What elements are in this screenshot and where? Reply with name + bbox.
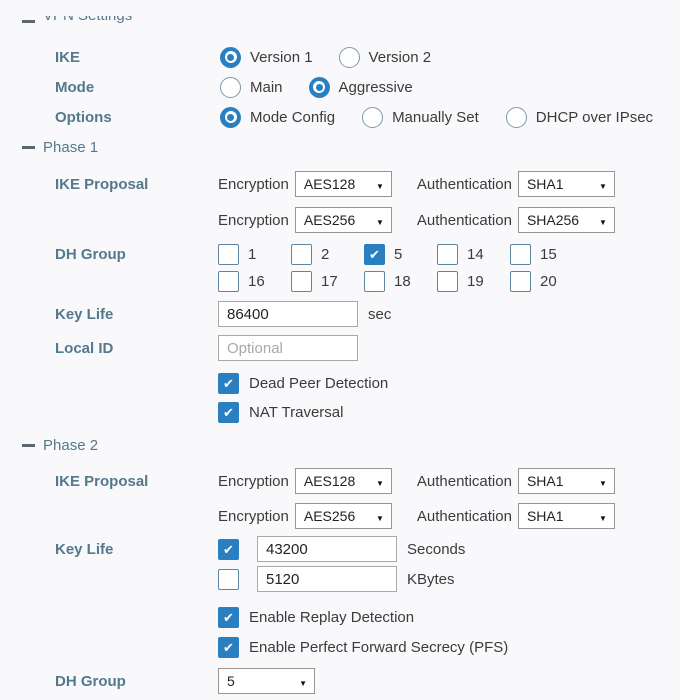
checkbox-unchecked-icon[interactable] [510,271,531,292]
p2-key-life-seconds-unit: Seconds [407,540,466,558]
p2-key-life-kbytes-unit: KBytes [407,570,455,588]
pfs-controls [218,637,508,658]
dh-option-5[interactable]: ✔ 5 [364,244,437,265]
options-mode-config-option[interactable]: Mode Config [220,107,335,128]
dh-option-17[interactable]: 17 [291,271,364,292]
section-title: Phase 2 [43,436,99,454]
dh-option-20[interactable]: 20 [510,271,583,292]
enable-replay-detection-option[interactable]: ✔ Enable Replay Detection [218,607,414,628]
checkbox-unchecked-icon[interactable] [218,271,239,292]
p2-ike-proposal-label: IKE Proposal [55,472,149,490]
encryption-label: Encryption [218,472,289,490]
p2-key-life-seconds-controls [218,536,465,562]
p1-dh-checkboxes-2 [218,271,583,292]
p2-encryption-select-2[interactable]: AES256 ▼ [295,503,392,529]
ike-options [220,47,431,68]
p1-dh-group-row1 [0,241,680,267]
authentication-label: Authentication [416,211,512,229]
options-options [220,107,653,128]
ike-row [0,42,680,72]
p1-ike-proposal-row2 [0,205,680,235]
p2-dh-group-row [0,668,680,694]
authentication-label: Authentication [416,507,512,525]
nat-traversal-row [0,399,680,425]
checkbox-unchecked-icon[interactable] [291,244,312,265]
checkbox-unchecked-icon[interactable] [510,244,531,265]
nat-traversal-option[interactable]: ✔ NAT Traversal [218,402,343,423]
p2-ike-proposal-row1 [0,466,680,496]
options-dhcp-option[interactable]: DHCP over IPsec [506,107,653,128]
top-clip [0,0,680,16]
dropdown-caret-icon [376,508,384,524]
dh-option-2[interactable]: 2 [291,244,364,265]
dropdown-caret-icon [599,212,607,228]
collapse-icon [22,146,35,149]
p1-key-life-label: Key Life [55,305,114,323]
dead-peer-detection-row [0,370,680,396]
p1-key-life-unit: sec [368,305,392,323]
pfs-row [0,634,680,660]
p1-encryption-select-1[interactable]: AES128 ▼ [295,171,392,197]
replay-controls [218,607,414,628]
dead-peer-detection-option[interactable]: ✔ Dead Peer Detection [218,373,388,394]
p1-proposal2-controls [218,207,615,233]
options-row [0,102,680,132]
encryption-label: Encryption [218,507,289,525]
p2-authentication-select-1[interactable]: SHA1 ▼ [518,468,615,494]
checkbox-unchecked-icon[interactable] [218,244,239,265]
encryption-label: Encryption [218,175,289,193]
checkbox-unchecked-icon[interactable] [291,271,312,292]
ike-version2-option[interactable]: Version 2 [339,47,432,68]
radio-selected-icon[interactable] [220,47,241,68]
radio-unselected-icon[interactable] [506,107,527,128]
p1-ike-proposal-row1 [0,169,680,199]
dh-option-15[interactable]: 15 [510,244,583,265]
p2-key-life-seconds-input[interactable] [257,536,397,562]
p1-dh-group-row2 [0,268,680,294]
p2-key-life-kbytes-controls [218,566,455,592]
checkbox-checked-icon[interactable] [218,402,239,423]
dropdown-caret-icon [376,473,384,489]
dropdown-caret-icon [599,508,607,524]
checkbox-unchecked-icon[interactable] [364,271,385,292]
checkbox-unchecked-icon[interactable] [437,244,458,265]
section-header-phase2[interactable] [22,434,98,456]
radio-selected-icon[interactable] [220,107,241,128]
options-label: Options [55,108,112,126]
local-id-controls [218,335,358,361]
dropdown-caret-icon [376,212,384,228]
section-header-phase1[interactable] [22,136,98,158]
dropdown-caret-icon [599,473,607,489]
checkbox-checked-icon[interactable] [218,607,239,628]
checkbox-checked-icon[interactable] [218,539,239,560]
p2-encryption-select-1[interactable]: AES128 ▼ [295,468,392,494]
dropdown-caret-icon [599,176,607,192]
checkbox-checked-icon[interactable] [218,637,239,658]
p2-key-life-label: Key Life [55,540,114,558]
authentication-label: Authentication [416,472,512,490]
local-id-row [0,335,680,361]
p2-dh-group-select[interactable]: 5 ▼ [218,668,315,694]
p2-dh-group-label: DH Group [55,672,126,690]
dh-option-16[interactable]: 16 [218,271,291,292]
p2-proposal2-controls [218,503,615,529]
collapse-icon [22,20,35,23]
replay-detection-row [0,604,680,630]
p1-proposal1-controls [218,171,615,197]
local-id-label: Local ID [55,339,114,357]
p2-key-life-seconds-row [0,536,680,562]
dropdown-caret-icon [299,673,307,689]
dpd-controls [218,373,388,394]
mode-label: Mode [55,78,95,96]
nat-controls [218,402,343,423]
p1-dh-group-label: DH Group [55,245,126,263]
mode-row [0,72,680,102]
mode-main-option[interactable]: Main [220,77,283,98]
radio-unselected-icon[interactable] [220,77,241,98]
checkbox-unchecked-icon[interactable] [218,569,239,590]
p2-authentication-select-2[interactable]: SHA1 ▼ [518,503,615,529]
dh-option-18[interactable]: 18 [364,271,437,292]
p1-key-life-input[interactable] [218,301,358,327]
p2-key-life-kbytes-input[interactable] [257,566,397,592]
checkbox-checked-icon[interactable] [218,373,239,394]
dropdown-caret-icon [376,176,384,192]
dh-option-1[interactable]: 1 [218,244,291,265]
collapse-icon [22,444,35,447]
options-manually-set-option[interactable]: Manually Set [362,107,479,128]
p1-encryption-select-2[interactable]: AES256 ▼ [295,207,392,233]
dh-option-14[interactable]: 14 [437,244,510,265]
ike-label: IKE [55,48,81,66]
mode-aggressive-option[interactable]: Aggressive [309,77,413,98]
p1-dh-checkboxes-1 [218,244,583,265]
authentication-label: Authentication [416,175,512,193]
p2-dh-group-controls [218,668,315,694]
p2-ike-proposal-row2 [0,501,680,531]
p1-authentication-select-1[interactable]: SHA1 ▼ [518,171,615,197]
mode-options [220,77,413,98]
p1-authentication-select-2[interactable]: SHA256 ▼ [518,207,615,233]
p2-proposal1-controls [218,468,615,494]
p1-key-life-controls [218,301,391,327]
radio-unselected-icon[interactable] [339,47,360,68]
encryption-label: Encryption [218,211,289,229]
radio-unselected-icon[interactable] [362,107,383,128]
enable-pfs-option[interactable]: ✔ Enable Perfect Forward Secrecy (PFS) [218,637,508,658]
section-title: Phase 1 [43,138,99,156]
p1-key-life-row [0,301,680,327]
p1-ike-proposal-label: IKE Proposal [55,175,149,193]
p2-key-life-kbytes-row [0,566,680,592]
checkbox-checked-icon[interactable] [364,244,385,265]
checkbox-unchecked-icon[interactable] [437,271,458,292]
ike-version1-option[interactable]: Version 1 [220,47,313,68]
radio-selected-icon[interactable] [309,77,330,98]
dh-option-19[interactable]: 19 [437,271,510,292]
local-id-input[interactable] [218,335,358,361]
